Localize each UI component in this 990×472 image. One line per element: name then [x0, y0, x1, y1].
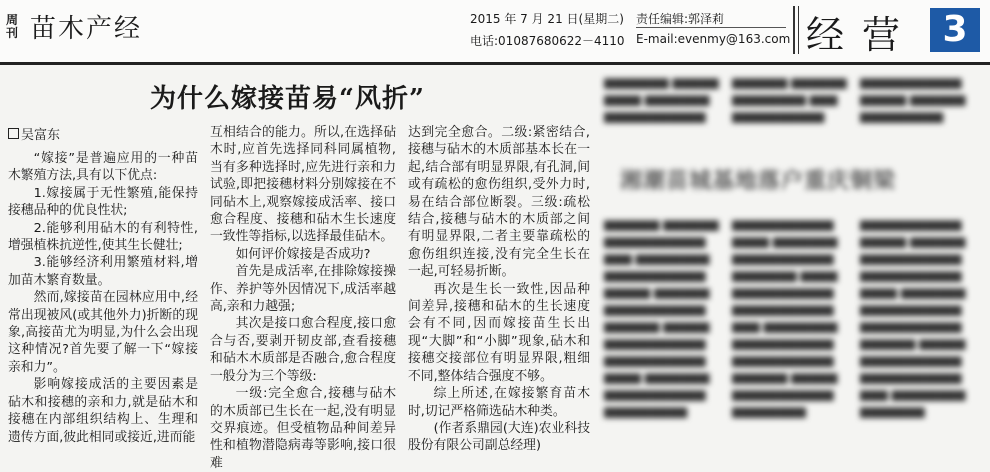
article-column-3 — [408, 124, 590, 455]
paragraph: 然而,嫁接苗在园林应用中,经常出现被风(或其他外力)折断的现象,高接苗尤为明显,为什么会出现这种情况?首先要了解一下“嫁接亲和力”。 — [8, 290, 198, 375]
paragraph: 2.能够利用砧木的有利特性,增强植株抗逆性,使其生长健壮; — [8, 220, 198, 254]
article-column-1 — [8, 150, 198, 446]
editor-credit: 责任编辑:郭泽莉 — [636, 12, 725, 26]
blurred-content — [598, 66, 990, 434]
byline — [8, 124, 60, 143]
author-name: 吴富东 — [21, 128, 61, 143]
blurred-text-column: ▆▆▆▆▆▆▆▆▆▆▆ ▆▆▆▆▆ ▆▆▆▆▆▆ ▆▆▆▆▆▆▆▆▆▆▆ ▆▆▆▆▆▆▆▆▆▆▆ ▆▆▆▆ ▆▆▆▆▆▆▆ ▆▆▆▆▆▆▆▆▆▆▆ ▆▆▆▆▆▆▆▆▆▆▆ ▆▆▆▆▆▆ ▆▆▆▆▆ ▆▆▆▆▆▆▆▆▆▆▆ ▆▆▆▆▆▆▆▆▆▆▆ ▆▆▆ ▆▆▆▆▆▆▆▆ ▆▆▆▆▆▆▆ — [860, 217, 966, 418]
blurred-text-column: ▆▆▆▆▆▆ ▆▆▆▆▆▆ ▆▆▆▆▆▆▆▆ ▆▆▆ ▆▆▆▆▆▆▆▆▆▆ — [732, 75, 847, 123]
weekly-label: 周刊 — [6, 13, 19, 40]
blurred-text-column: ▆▆▆▆▆▆▆ ▆▆▆▆▆ ▆▆▆▆ ▆▆▆▆▆▆▆ ▆▆▆▆▆▆▆▆▆▆▆ — [604, 75, 719, 123]
paragraph: 再次是生长一致性,因品种间差异,接穗和砧木的生长速度会有不同,因而嫁接苗生长出现“大脚”和“小脚”现象,砧木和接穗交接部位有明显界限,粗细不同,整体结合强度不够。 — [408, 281, 590, 384]
masthead-rule — [798, 6, 799, 54]
paragraph: 影响嫁接成活的主要因素是砧木和接穗的亲和力,就是砧木和接穗在内部组织结构上、生理和遗传方面,彼此相同或接近,进而能 — [8, 377, 198, 445]
section-label: 经营 — [806, 13, 919, 57]
paragraph: 1.嫁接属于无性繁殖,能保持接穗品种的优良性状; — [8, 185, 198, 219]
masthead — [0, 0, 990, 62]
article-title: 为什么嫁接苗易“风折” — [150, 84, 425, 114]
paper-name: 苗木产经 — [30, 14, 143, 44]
paragraph: 互相结合的能力。所以,在选择砧木时,应首先选择同科同属植物,当有多种选择时,应先进行亲和力试验,即把接穗材料分别嫁接在不同砧木上,观察嫁接成活率、接口愈合程度、接穗和砧木生长速度一致性等指标,以选择最佳砧木。 — [210, 125, 396, 245]
paragraph: 首先是成活率,在排除嫁接操作、养护等外因情况下,成活率越高,亲和力越强; — [210, 264, 396, 315]
byline-box-icon — [8, 128, 19, 139]
masthead-bottom-rule — [0, 62, 990, 65]
paragraph: 达到完全愈合。二级:紧密结合,接穗与砧木的木质部基本长在一起,结合部有明显界限,有孔洞,间或有疏松的愈伤组织,受外力时,易在结合部位断裂。三级:疏松结合,接穗与砧木的木质部之间有明显界限,二者主要靠疏松的愈伤组织连接,没有完全生长在一起,可轻易折断。 — [408, 125, 590, 280]
paragraph: 其次是接口愈合程度,接口愈合与否,要剥开韧皮部,查看接穗和砧木木质部是否融合,愈合程度一般分为三个等级: — [210, 316, 396, 384]
header-divider — [636, 27, 786, 28]
blurred-text-column: ▆▆▆▆▆▆▆▆▆▆▆ ▆▆▆▆ ▆▆▆▆▆▆▆ ▆▆▆▆▆▆▆▆▆▆▆ ▆▆▆▆▆▆▆ ▆▆▆▆ ▆▆▆▆▆▆▆▆▆▆▆ ▆▆▆▆▆▆▆▆▆▆▆ ▆▆▆ ▆▆▆▆▆▆▆▆ ▆▆▆▆▆▆▆▆▆▆▆ ▆▆▆▆▆▆▆▆▆▆▆ ▆▆▆▆▆▆ ▆▆▆▆▆ ▆▆▆▆▆▆▆▆▆▆▆ ▆▆▆▆▆▆▆▆ — [732, 217, 838, 418]
paragraph: 3.能够经济利用繁殖材料,增加苗木繁育数量。 — [8, 255, 198, 288]
subheading: 如何评价嫁接是否成功? — [235, 246, 371, 262]
paragraph: 综上所述,在嫁接繁育苗木时,切记严格筛选砧木种类。 — [408, 386, 590, 419]
article-column-2 — [210, 124, 396, 472]
phone-number: 电话:01087680622－4110 — [470, 34, 625, 48]
paragraph: 一级:完全愈合,接穗与砧木的木质部已生长在一起,没有明显交界痕迹。但受植物品种间差异性和植物潜隐病毒等影响,接口很难 — [210, 386, 396, 471]
paragraph: “嫁接”是普遍应用的一种苗木繁殖方法,具有以下优点: — [8, 151, 198, 184]
blurred-text-column: ▆▆▆▆▆▆ ▆▆▆▆▆▆ ▆▆▆▆▆▆▆▆▆▆▆ ▆▆▆ ▆▆▆▆▆▆▆▆ ▆▆▆▆▆▆▆▆▆▆▆ ▆▆▆▆▆ ▆▆▆▆▆▆ ▆▆▆▆▆▆▆▆▆▆▆ ▆▆▆▆▆▆ ▆▆▆▆▆ ▆▆▆▆▆▆▆▆▆▆▆ ▆▆▆▆▆▆▆▆▆▆▆ ▆▆▆▆ ▆▆▆▆▆▆▆ ▆▆▆▆▆▆▆▆▆▆▆ ▆▆▆▆▆▆▆▆▆ — [604, 217, 719, 418]
author-note: (作者系鼎园(大连)农业科技股份有限公司副总经理) — [408, 420, 590, 454]
blurred-headline: 湘潮苗城基地落户重庆铜梁 — [620, 168, 897, 194]
masthead-rule — [793, 6, 795, 54]
blurred-article-region — [598, 66, 990, 434]
email-address: E-mail:evenmy@163.com — [636, 32, 791, 46]
blurred-text-column: ▆▆▆▆▆▆▆▆▆▆▆ ▆▆▆▆▆ ▆▆▆▆▆▆ ▆▆▆▆▆▆▆▆▆ — [860, 75, 966, 123]
issue-date: 2015 年 7 月 21 日(星期二) — [470, 12, 624, 26]
page-number-badge: 3 — [930, 8, 980, 52]
